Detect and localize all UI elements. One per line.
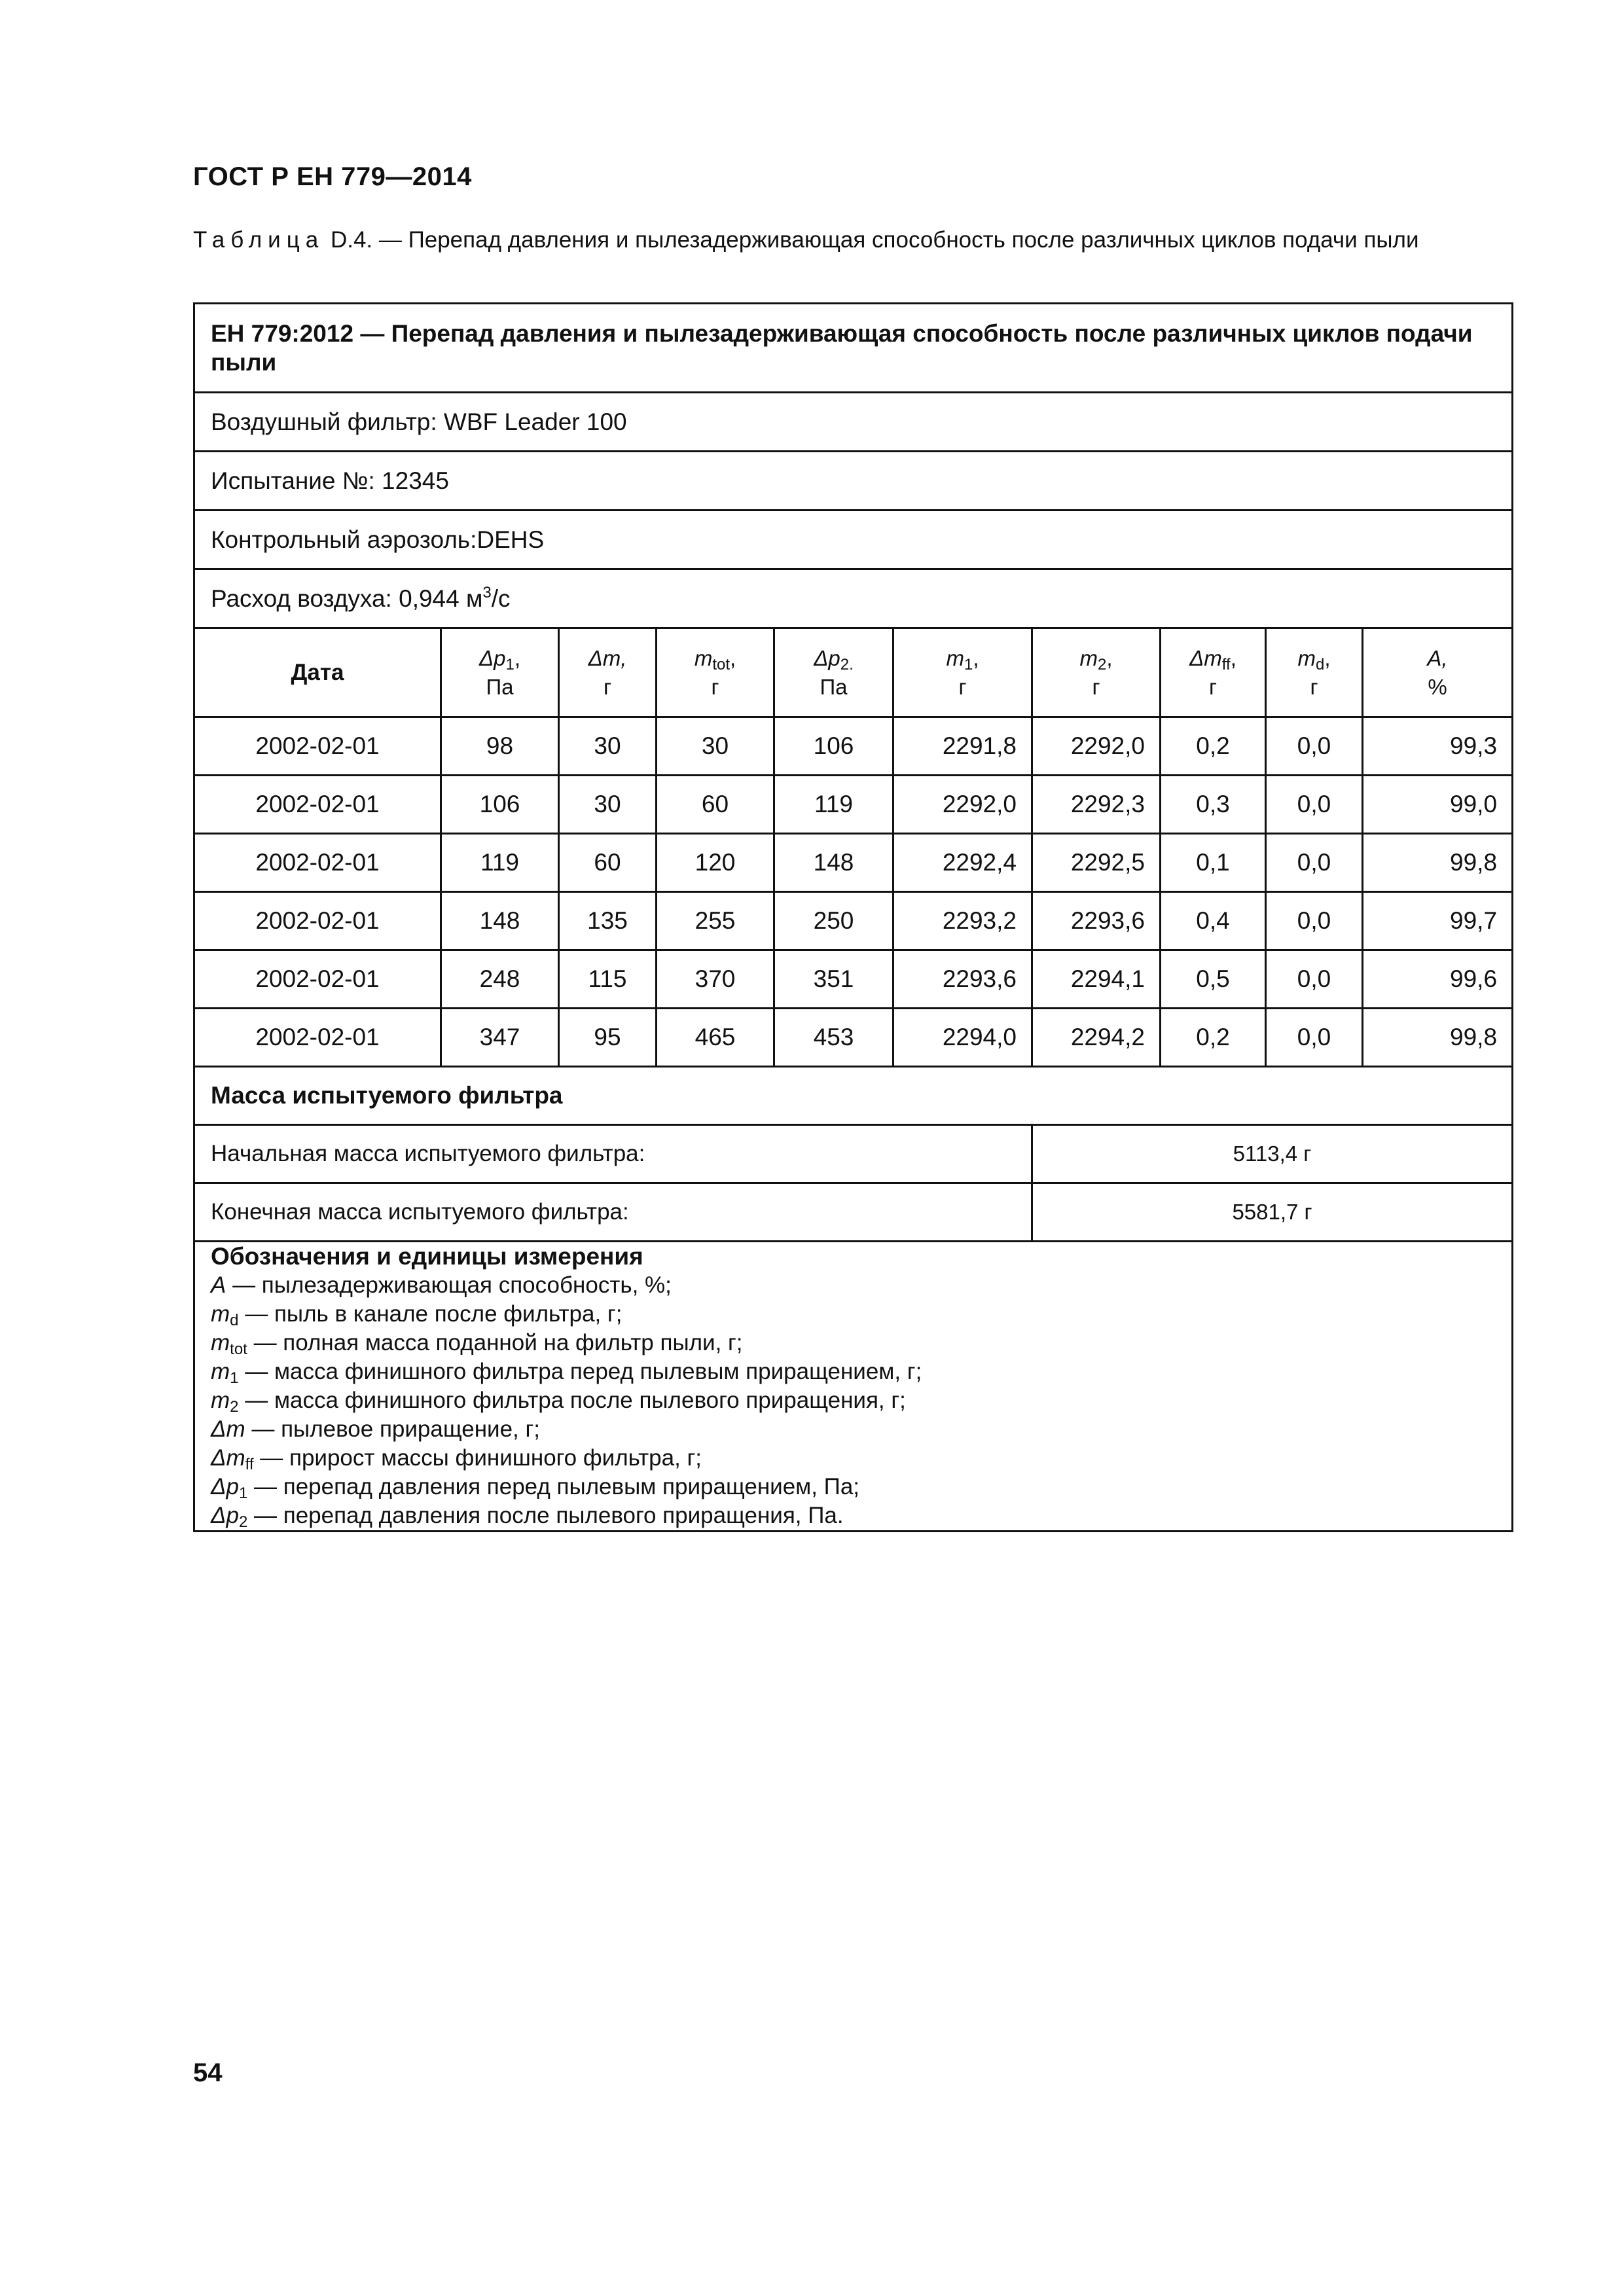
mtot-unit: г <box>711 674 719 699</box>
cell-date: 2002-02-01 <box>194 834 441 892</box>
header-dp2 <box>774 628 893 717</box>
cell-m2: 2294,1 <box>1032 950 1161 1009</box>
m2-unit: г <box>1092 674 1100 699</box>
cell-date: 2002-02-01 <box>194 950 441 1009</box>
airflow-text: Расход воздуха: 0,944 м <box>211 584 483 612</box>
cell-m1: 2291,8 <box>893 717 1032 776</box>
legend-symbol: m <box>211 1388 230 1413</box>
legend-symbol: Δm <box>211 1445 245 1471</box>
dp1-sub: 1 <box>505 655 514 673</box>
cell-a: 99,6 <box>1363 950 1513 1009</box>
cell-dmff: 0,2 <box>1161 717 1266 776</box>
initial-mass-value: 5113,4 г <box>1032 1125 1513 1183</box>
mass-section-title: Масса испытуемого фильтра <box>194 1067 1513 1125</box>
header-m2: $m_2$, г <box>1032 628 1161 717</box>
cell-dm: 30 <box>559 776 657 834</box>
cell-dp1: 148 <box>441 892 559 950</box>
cell-mtot: 465 <box>657 1009 774 1067</box>
cell-m1: 2292,4 <box>893 834 1032 892</box>
legend-text: — пылезадерживающая способность, %; <box>226 1272 672 1298</box>
dmff-symbol: Δm <box>1189 645 1222 670</box>
legend-subscript: 1 <box>230 1369 239 1387</box>
cell-a: 99,3 <box>1363 717 1513 776</box>
md-symbol: m <box>1297 645 1316 670</box>
m2-symbol: m <box>1079 645 1098 670</box>
cell-mtot: 370 <box>657 950 774 1009</box>
a-unit: % <box>1428 674 1447 699</box>
mtot-sub: tot <box>712 655 730 673</box>
legend-text: — пыль в канале после фильтра, г; <box>238 1301 623 1327</box>
dmff-sub: ff <box>1221 655 1231 673</box>
m1-sub: 1 <box>964 655 973 673</box>
legend-symbol: A <box>211 1272 226 1298</box>
legend-symbol: Δp <box>211 1474 239 1499</box>
legend-subscript: 2 <box>230 1398 239 1416</box>
legend-symbol: Δp <box>211 1503 239 1528</box>
dp1-symbol: Δp <box>478 645 506 670</box>
cell-md: 0,0 <box>1266 717 1363 776</box>
legend-subscript: 1 <box>238 1484 248 1502</box>
legend-subscript: tot <box>230 1340 247 1358</box>
info-row-filter <box>194 393 1513 452</box>
final-mass-value: 5581,7 г <box>1032 1183 1513 1242</box>
cell-dm: 115 <box>559 950 657 1009</box>
dp2-sub: 2. <box>840 655 854 673</box>
cell-m1: 2294,0 <box>893 1009 1032 1067</box>
cell-m1: 2293,2 <box>893 892 1032 950</box>
md-sub: d <box>1315 655 1325 673</box>
table-row <box>194 892 1513 950</box>
cell-date: 2002-02-01 <box>194 892 441 950</box>
legend-subscript: ff <box>245 1456 254 1473</box>
caption-label: Таблица <box>193 227 325 253</box>
cell-m1: 2292,0 <box>893 776 1032 834</box>
cell-m2: 2292,3 <box>1032 776 1161 834</box>
air-filter-info: Воздушный фильтр: WBF Leader 100 <box>194 393 1513 452</box>
dp2-unit: Па <box>820 674 848 699</box>
cell-dm: 95 <box>559 1009 657 1067</box>
table-caption <box>193 226 1509 255</box>
cell-md: 0,0 <box>1266 834 1363 892</box>
table-row <box>194 776 1513 834</box>
cell-dp2: 106 <box>774 717 893 776</box>
header-a <box>1363 628 1513 717</box>
cell-dp1: 98 <box>441 717 559 776</box>
legend-title: Обозначения и единицы измерения <box>211 1243 643 1270</box>
airflow-exponent: 3 <box>482 583 492 601</box>
legend-text: — прирост массы финишного фильтра, г; <box>253 1445 702 1471</box>
column-header-row <box>194 628 1513 717</box>
legend-text: — масса финишного фильтра после пылевого приращения, г; <box>238 1388 906 1413</box>
cell-dmff: 0,5 <box>1161 950 1266 1009</box>
m2-sub: 2 <box>1097 655 1107 673</box>
cell-a: 99,8 <box>1363 834 1513 892</box>
cell-mtot: 60 <box>657 776 774 834</box>
info-row-test <box>194 452 1513 511</box>
airflow-unit: /с <box>491 584 511 612</box>
table-title-row <box>194 304 1513 393</box>
table-title: ЕН 779:2012 — Перепад давления и пылезадерживающая способность после различных циклов подачи пыли <box>194 304 1513 393</box>
document-header: ГОСТ Р ЕН 779—2014 <box>193 162 472 191</box>
cell-a: 99,7 <box>1363 892 1513 950</box>
cell-md: 0,0 <box>1266 776 1363 834</box>
test-number-info: Испытание №: 12345 <box>194 452 1513 511</box>
legend-item <box>211 1386 1496 1415</box>
legend-item <box>211 1357 1496 1386</box>
cell-m2: 2292,0 <box>1032 717 1161 776</box>
cell-dmff: 0,1 <box>1161 834 1266 892</box>
mtot-symbol: m <box>694 645 713 670</box>
table-row <box>194 1009 1513 1067</box>
cell-md: 0,0 <box>1266 1009 1363 1067</box>
cell-dm: 30 <box>559 717 657 776</box>
legend-symbol: Δm <box>211 1416 245 1442</box>
header-dm <box>559 628 657 717</box>
cell-m1: 2293,6 <box>893 950 1032 1009</box>
cell-dp1: 106 <box>441 776 559 834</box>
cell-m2: 2292,5 <box>1032 834 1161 892</box>
m1-unit: г <box>958 674 967 699</box>
legend-item <box>211 1444 1496 1473</box>
mass-section-row <box>194 1067 1513 1125</box>
legend-symbol: m <box>211 1301 230 1327</box>
cell-date: 2002-02-01 <box>194 776 441 834</box>
legend-text: — пылевое приращение, г; <box>245 1416 540 1442</box>
results-table <box>193 302 1513 1532</box>
legend-subscript: d <box>230 1312 239 1329</box>
aerosol-info: Контрольный аэрозоль:DEHS <box>194 511 1513 569</box>
dp2-symbol: Δp <box>814 645 840 670</box>
dmff-unit: г <box>1208 674 1218 699</box>
cell-dp2: 119 <box>774 776 893 834</box>
legend-item <box>211 1300 1496 1329</box>
airflow-info <box>194 569 1513 628</box>
table-row <box>194 834 1513 892</box>
info-row-aerosol <box>194 511 1513 569</box>
legend-item <box>211 1501 1496 1530</box>
cell-dm: 60 <box>559 834 657 892</box>
header-dmff: $\Delta m_{ff}$, г <box>1161 628 1266 717</box>
table-row <box>194 717 1513 776</box>
cell-dmff: 0,4 <box>1161 892 1266 950</box>
caption-text: D.4. — Перепад давления и пылезадерживающая способность после различных циклов подачи пыли <box>324 227 1419 253</box>
cell-a: 99,8 <box>1363 1009 1513 1067</box>
cell-date: 2002-02-01 <box>194 717 441 776</box>
dp1-unit: Па <box>486 674 514 699</box>
legend-item <box>211 1473 1496 1501</box>
legend-text: — перепад давления после пылевого приращения, Па. <box>247 1503 844 1528</box>
cell-a: 99,0 <box>1363 776 1513 834</box>
cell-date: 2002-02-01 <box>194 1009 441 1067</box>
cell-mtot: 120 <box>657 834 774 892</box>
cell-dm: 135 <box>559 892 657 950</box>
cell-dp2: 250 <box>774 892 893 950</box>
a-symbol: A, <box>1427 645 1448 670</box>
m1-symbol: m <box>946 645 964 670</box>
legend-item <box>211 1415 1496 1444</box>
info-row-airflow <box>194 569 1513 628</box>
header-mtot: $m_{tot}$, г <box>657 628 774 717</box>
cell-dp1: 347 <box>441 1009 559 1067</box>
legend-text: — полная масса поданной на фильтр пыли, г; <box>247 1330 743 1355</box>
legend-subscript: 2 <box>238 1513 248 1531</box>
header-dp1: $\Delta p_1$, Па <box>441 628 559 717</box>
cell-dp1: 248 <box>441 950 559 1009</box>
legend-text: — перепад давления перед пылевым приращением, Па; <box>247 1474 860 1499</box>
page-number: 54 <box>193 2058 223 2087</box>
initial-mass-row <box>194 1125 1513 1183</box>
dm-symbol: Δm, <box>588 645 627 670</box>
table-row <box>194 950 1513 1009</box>
legend-item <box>211 1329 1496 1357</box>
cell-dp2: 351 <box>774 950 893 1009</box>
cell-m2: 2294,2 <box>1032 1009 1161 1067</box>
header-md: $m_d$, г <box>1266 628 1363 717</box>
md-unit: г <box>1310 674 1318 699</box>
legend-item <box>211 1271 1496 1300</box>
cell-dmff: 0,3 <box>1161 776 1266 834</box>
legend-text: — масса финишного фильтра перед пылевым приращением, г; <box>238 1359 922 1384</box>
cell-m2: 2293,6 <box>1032 892 1161 950</box>
cell-dp1: 119 <box>441 834 559 892</box>
final-mass-row <box>194 1183 1513 1242</box>
cell-dp2: 148 <box>774 834 893 892</box>
initial-mass-label: Начальная масса испытуемого фильтра: <box>194 1125 1032 1183</box>
legend-symbol: m <box>211 1359 230 1384</box>
header-date: Дата <box>194 628 441 717</box>
cell-md: 0,0 <box>1266 950 1363 1009</box>
cell-mtot: 30 <box>657 717 774 776</box>
legend-row <box>194 1242 1513 1532</box>
dm-unit: г <box>603 674 612 699</box>
cell-dmff: 0,2 <box>1161 1009 1266 1067</box>
cell-dp2: 453 <box>774 1009 893 1067</box>
header-m1: $m_1$, г <box>893 628 1032 717</box>
legend-symbol: m <box>211 1330 230 1355</box>
final-mass-label: Конечная масса испытуемого фильтра: <box>194 1183 1032 1242</box>
cell-mtot: 255 <box>657 892 774 950</box>
legend-cell <box>194 1242 1513 1532</box>
cell-md: 0,0 <box>1266 892 1363 950</box>
